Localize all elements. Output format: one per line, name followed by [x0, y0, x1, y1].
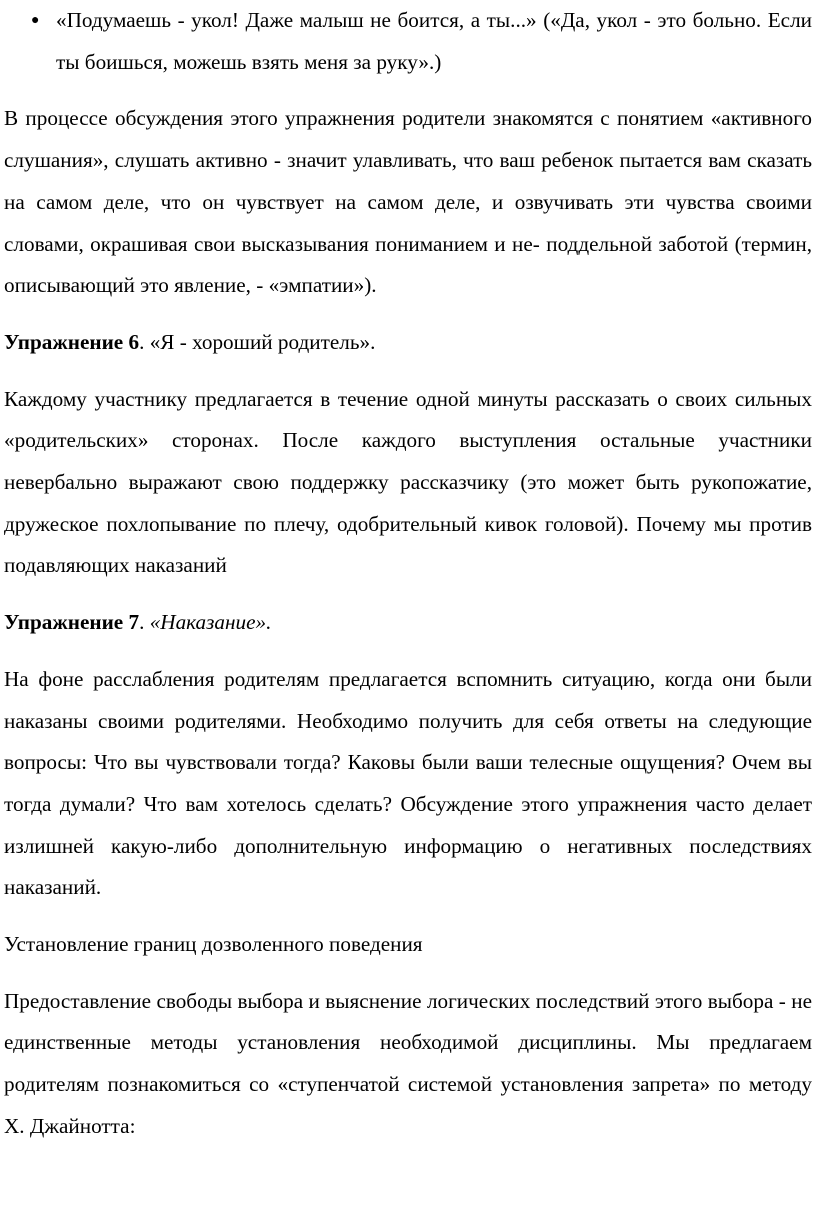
- exercise-6-title: . «Я - хороший родитель».: [139, 329, 376, 354]
- paragraph-active-listening: В процессе обсуждения этого упражнения родители знакомятся с понятием «активного слушания», слушать активно - значит улавливать, что ваш ребенок пытается вам сказать на самом деле, что он чувствует на самом деле, и озвучивать эти чувства своими словами, окрашивая свои высказывания пониманием и не- поддельной заботой (термин, описывающий это явление, - «эмпатии»).: [4, 106, 812, 298]
- exercise-7-heading: [4, 602, 812, 644]
- paragraph-exercise-6: Каждому участнику предлагается в течение одной минуты рассказать о своих сильных «родительских» сторонах. После каждого выступления остальные участники невербально выражают свою поддержку рассказчику (это может быть рукопожатие, дружеское похлопывание по плечу, одобрительный кивок головой). Почему мы против подавляющих наказаний: [4, 386, 812, 578]
- exercise-7-separator: .: [139, 610, 150, 635]
- exercise-6-heading: [4, 322, 812, 364]
- exercise-6-label: Упражнение 6: [4, 329, 140, 354]
- bullet-text: «Подумаешь - укол! Даже малыш не боится, а ты...» («Да, укол - это больно. Если ты боишься, можешь взять меня за руку».): [56, 8, 812, 74]
- paragraph-limits: Предоставление свободы выбора и выяснение логических последствий этого выбора - не единственные методы установления необходимой дисциплины. Мы предлагаем родителям познакомиться со «ступенчатой системой установления запрета» по методу Х. Джайнотта:: [4, 988, 812, 1138]
- exercise-7-label: Упражнение 7: [4, 610, 140, 635]
- paragraph-exercise-7: На фоне расслабления родителям предлагается вспомнить ситуацию, когда они были наказаны своими родителями. Необходимо получить для себя ответы на следующие вопросы: Что вы чувствовали тогда? Каковы были ваши телесные ощущения? Очем вы тогда думали? Что вам хотелось сделать? Обсуждение этого упражнения часто делает излишней какую-либо дополнительную информацию о негативных последствиях наказаний.: [4, 666, 812, 900]
- bullet-list-item: [4, 0, 812, 83]
- section-heading-limits: Установление границ дозволенного поведения: [4, 932, 423, 957]
- bullet-icon: ●: [31, 13, 40, 28]
- exercise-7-title: «Наказание».: [149, 610, 272, 635]
